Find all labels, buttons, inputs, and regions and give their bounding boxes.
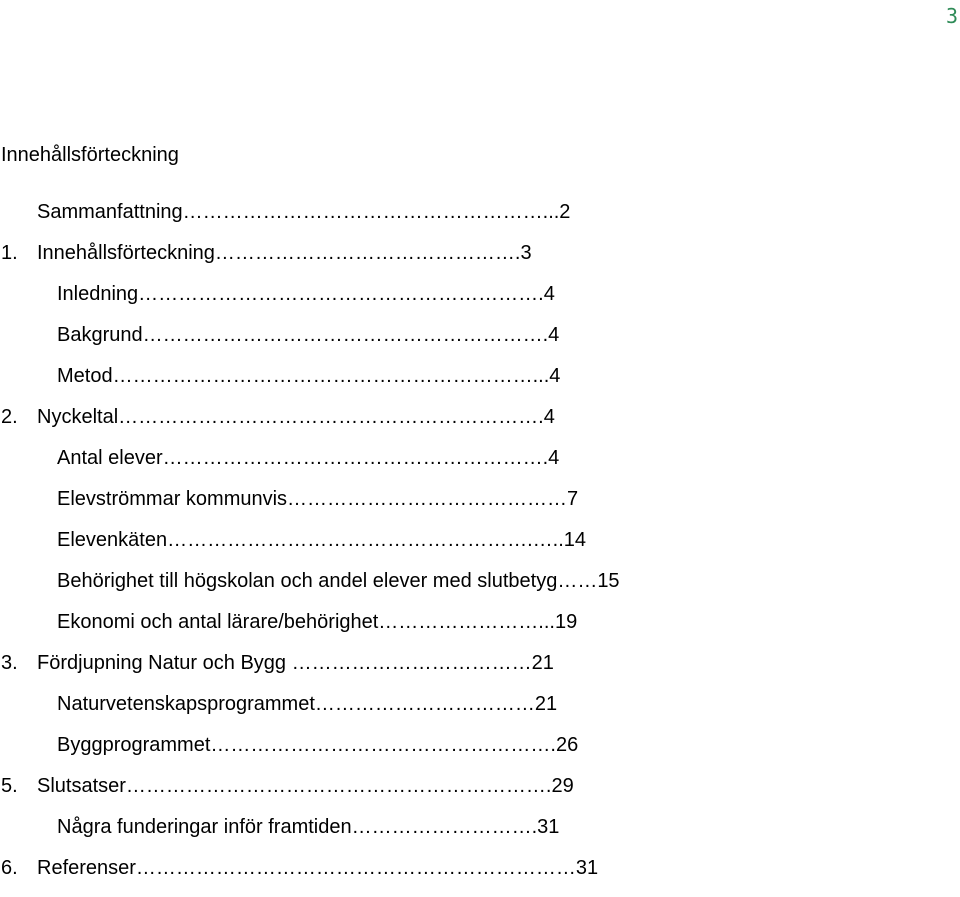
toc-entry-text: Nyckeltal……………………………………………………….4 xyxy=(37,406,555,428)
toc-entry-number: 3. xyxy=(1,652,18,674)
toc-entry-number: 2. xyxy=(1,406,18,428)
toc-entry-text: Antal elever………………………………………………….4 xyxy=(57,447,560,469)
toc-entry[interactable] xyxy=(0,405,960,446)
toc-entry-number: 6. xyxy=(1,857,18,879)
toc-entry-text: Bakgrund…………………………………………………….4 xyxy=(57,324,560,346)
page-number: 3 xyxy=(945,4,958,28)
toc-entry-text: Naturvetenskapsprogrammet……………………………21 xyxy=(57,693,558,715)
toc-entry[interactable] xyxy=(0,200,960,241)
toc-entry[interactable] xyxy=(0,282,960,323)
toc-entry[interactable] xyxy=(0,241,960,282)
toc-entry-text: Sammanfattning………………………………………………...2 xyxy=(37,201,571,223)
toc-entry-text: Referenser…………………………………………………………31 xyxy=(37,857,599,879)
toc-entry-text: Slutsatser……………………………………………………….29 xyxy=(37,775,574,797)
toc-entry[interactable] xyxy=(0,446,960,487)
table-of-contents xyxy=(0,200,960,897)
toc-entry[interactable] xyxy=(0,323,960,364)
toc-entry-text: Ekonomi och antal lärare/behörighet……………………...19 xyxy=(57,611,578,633)
toc-entry-text: Behörighet till högskolan och andel elever med slutbetyg……15 xyxy=(57,570,620,592)
toc-entry-number: 5. xyxy=(1,775,18,797)
toc-entry[interactable] xyxy=(0,528,960,569)
toc-entry[interactable] xyxy=(0,364,960,405)
toc-heading: Innehållsförteckning xyxy=(1,144,179,166)
toc-entry[interactable] xyxy=(0,487,960,528)
toc-entry-text: Elevströmmar kommunvis……………………………………7 xyxy=(57,488,579,510)
toc-entry-text: Några funderingar inför framtiden……………………….31 xyxy=(57,816,560,838)
toc-entry[interactable] xyxy=(0,733,960,774)
toc-entry[interactable] xyxy=(0,692,960,733)
toc-entry-text: Elevenkäten……………………………………………….…..14 xyxy=(57,529,586,551)
toc-entry-text: Fördjupning Natur och Bygg ………………………………21 xyxy=(37,652,554,674)
toc-entry[interactable] xyxy=(0,610,960,651)
toc-entry-text: Metod………………………………………………………...4 xyxy=(57,365,561,387)
toc-entry-number: 1. xyxy=(1,242,18,264)
toc-entry[interactable] xyxy=(0,651,960,692)
toc-entry-text: Innehållsförteckning……………………………………….3 xyxy=(37,242,532,264)
toc-entry[interactable] xyxy=(0,856,960,897)
toc-entry-text: Byggprogrammet…………………………………………….26 xyxy=(57,734,579,756)
toc-entry[interactable] xyxy=(0,815,960,856)
toc-entry-text: Inledning…………………………………………………….4 xyxy=(57,283,555,305)
toc-entry[interactable] xyxy=(0,774,960,815)
toc-entry[interactable] xyxy=(0,569,960,610)
